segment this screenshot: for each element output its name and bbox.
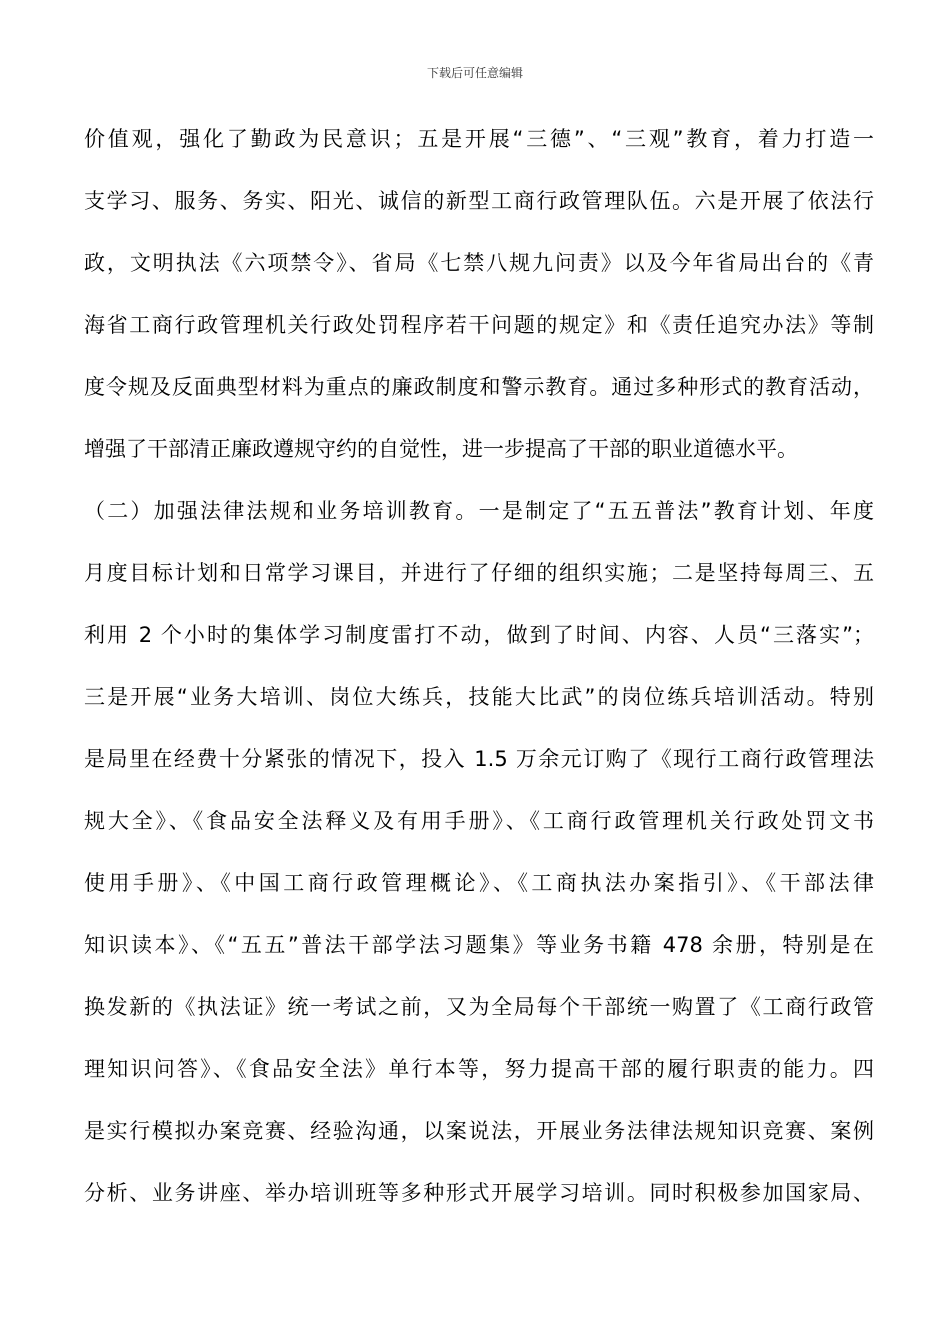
text-line: 换发新的《执法证》统一考试之前，又为全局每个干部统一购置了《工商行政管: [84, 995, 874, 1019]
text-line: 是局里在经费十分紧张的情况下，投入 1.5 万余元订购了《现行工商行政管理法: [84, 747, 874, 771]
text-line: 增强了干部清正廉政遵规守约的自觉性，进一步提高了干部的职业道德水平。: [84, 437, 798, 461]
text-line: 价值观，强化了勤政为民意识；五是开展“三德”、“三观”教育，着力打造一: [84, 127, 874, 151]
text-line: 海省工商行政管理机关行政处罚程序若干问题的规定》和《责任追究办法》等制: [84, 313, 874, 337]
text-line: 月度目标计划和日常学习课目，并进行了仔细的组织实施；二是坚持每周三、五: [84, 561, 874, 585]
text-line: 三是开展“业务大培训、岗位大练兵，技能大比武”的岗位练兵培训活动。特别: [84, 685, 874, 709]
text-line: 度令规及反面典型材料为重点的廉政制度和警示教育。通过多种形式的教育活动，: [84, 375, 874, 399]
text-line: 分析、业务讲座、举办培训班等多种形式开展学习培训。同时积极参加国家局、: [84, 1181, 874, 1205]
page-header: 下载后可任意编辑: [426, 66, 523, 80]
text-line: 知识读本》、《“五五”普法干部学法习题集》等业务书籍 478 余册，特别是在: [84, 933, 874, 957]
text-line: 是实行模拟办案竞赛、经验沟通，以案说法，开展业务法律法规知识竞赛、案例: [84, 1119, 874, 1143]
text-line: 理知识问答》、《食品安全法》单行本等，努力提高干部的履行职责的能力。四: [84, 1057, 874, 1081]
text-line: （二）加强法律法规和业务培训教育。一是制定了“五五普法”教育计划、年度: [84, 499, 874, 523]
text-line: 利用 2 个小时的集体学习制度雷打不动，做到了时间、内容、人员“三落实”；: [84, 623, 874, 647]
text-line: 支学习、服务、务实、阳光、诚信的新型工商行政管理队伍。六是开展了依法行: [84, 189, 874, 213]
text-line: 规大全》、《食品安全法释义及有用手册》、《工商行政管理机关行政处罚文书: [84, 809, 874, 833]
document-body: [84, 114, 874, 1230]
text-line: 使用手册》、《中国工商行政管理概论》、《工商执法办案指引》、《干部法律: [84, 871, 874, 895]
text-line: 政，文明执法《六项禁令》、省局《七禁八规九问责》以及今年省局出台的《青: [84, 251, 874, 275]
